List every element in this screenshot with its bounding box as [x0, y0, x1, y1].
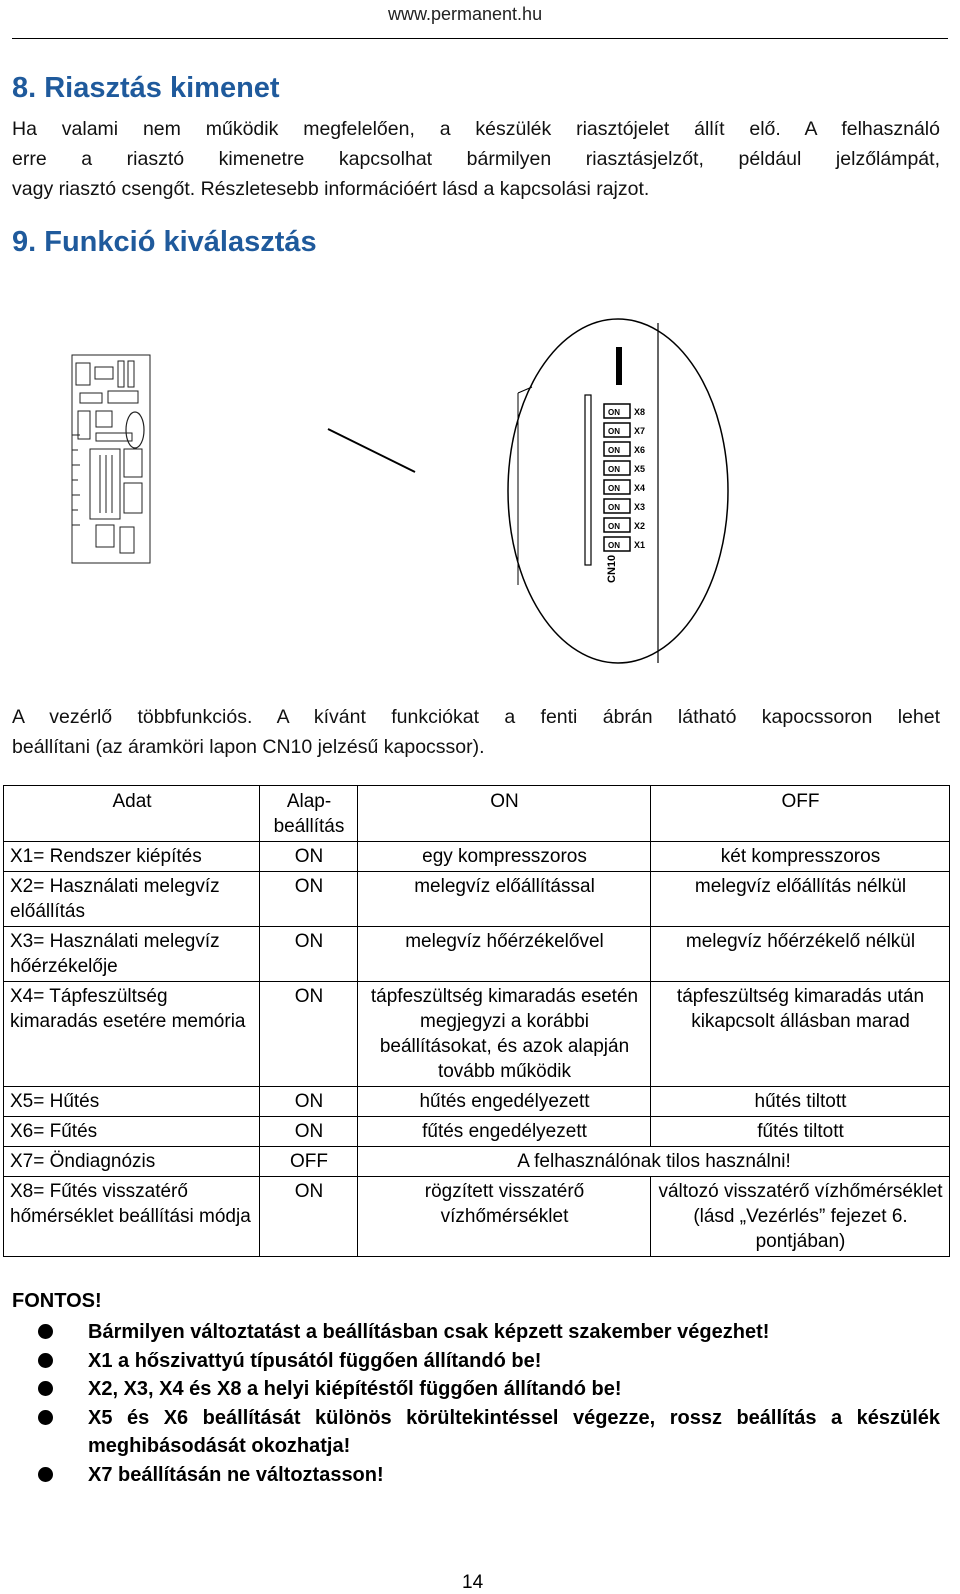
- table-header-row: [4, 786, 950, 842]
- cell-on: egy kompresszoros: [358, 842, 651, 872]
- enlarged-switch-view: [508, 319, 728, 663]
- section-9-paragraph: [12, 702, 940, 762]
- cell-data: X6= Fűtés: [4, 1117, 260, 1147]
- cell-on: hűtés engedélyezett: [358, 1087, 651, 1117]
- table-row: [4, 842, 950, 872]
- cell-on: fűtés engedélyezett: [358, 1117, 651, 1147]
- list-item: [12, 1318, 940, 1347]
- cell-data: X7= Öndiagnózis: [4, 1147, 260, 1177]
- dip-switch-label: X2: [634, 521, 646, 531]
- cell-off: változó visszatérő vízhőmérséklet (lásd „Vezérlés” fejezet 6. pontjában): [651, 1177, 950, 1257]
- table-row: [4, 1117, 950, 1147]
- paragraph-line: vagy riasztó csengőt. Részletesebb információért lásd a kapcsolási rajzot.: [12, 178, 650, 200]
- table-row: [4, 1087, 950, 1117]
- table-row: [4, 927, 950, 982]
- cell-default: ON: [260, 1117, 358, 1147]
- header-on: ON: [358, 786, 651, 842]
- circuit-board-drawing: [72, 355, 150, 563]
- cell-merged: A felhasználónak tilos használni!: [358, 1147, 950, 1177]
- bullet-icon: [38, 1353, 53, 1368]
- header-rule: [12, 38, 948, 39]
- paragraph-line: erre a riasztó kimenetre kapcsolhat bármilyen riasztásjelzőt, például jelzőlámpát,: [12, 148, 940, 170]
- section-8-paragraph: [12, 114, 940, 204]
- site-url: www.permanent.hu: [388, 4, 543, 24]
- cell-default: ON: [260, 842, 358, 872]
- cell-default: OFF: [260, 1147, 358, 1177]
- cell-on: rögzített visszatérő vízhőmérséklet: [358, 1177, 651, 1257]
- note-text: X2, X3, X4 és X8 a helyi kiépítéstől függően állítandó be!: [88, 1378, 622, 1400]
- cell-off: hűtés tiltott: [651, 1087, 950, 1117]
- function-settings-table: [3, 785, 950, 1257]
- dip-switch-on-label: ON: [608, 408, 620, 417]
- bullet-icon: [38, 1467, 53, 1482]
- table-row: [4, 1147, 950, 1177]
- cell-default: ON: [260, 982, 358, 1087]
- dip-switch-on-label: ON: [608, 541, 620, 550]
- cell-data: X5= Hűtés: [4, 1087, 260, 1117]
- paragraph-line: beállítani (az áramköri lapon CN10 jelzésű kapocssor).: [12, 736, 485, 758]
- cell-off: tápfeszültség kimaradás után kikapcsolt állásban marad: [651, 982, 950, 1087]
- list-item: [12, 1404, 940, 1461]
- bullet-icon: [38, 1324, 53, 1339]
- pointer-line: [328, 429, 415, 472]
- note-text: X7 beállításán ne változtasson!: [88, 1463, 384, 1486]
- cell-default: ON: [260, 1177, 358, 1257]
- cell-default: ON: [260, 1087, 358, 1117]
- connector-label: CN10: [606, 554, 618, 583]
- important-title: FONTOS!: [12, 1290, 102, 1312]
- cell-data: X1= Rendszer kiépítés: [4, 842, 260, 872]
- cell-default: ON: [260, 872, 358, 927]
- note-text: Bármilyen változtatást a beállításban csak képzett szakember végezhet!: [88, 1321, 770, 1343]
- cell-default: ON: [260, 927, 358, 982]
- dip-switch-on-label: ON: [608, 522, 620, 531]
- dip-switch-on-label: ON: [608, 484, 620, 493]
- dip-switch-label: X3: [634, 502, 646, 512]
- paragraph-line: A vezérlő többfunkciós. A kívánt funkciókat a fenti ábrán látható kapocssoron lehet: [12, 706, 940, 728]
- cell-off: melegvíz előállítás nélkül: [651, 872, 950, 927]
- header-data: Adat: [4, 786, 260, 842]
- paragraph-line: Ha valami nem működik megfelelően, a készülék riasztójelet állít elő. A felhasználó: [12, 118, 940, 140]
- header-default: Alap- beállítás: [260, 786, 358, 842]
- section-9-title: 9. Funkció kiválasztás: [12, 226, 317, 258]
- dip-switch-label: X6: [634, 445, 646, 455]
- important-notes-list: [12, 1318, 940, 1489]
- dip-switch-label: X1: [634, 540, 646, 550]
- dip-switch-label: X4: [634, 483, 646, 493]
- cell-off: két kompresszoros: [651, 842, 950, 872]
- dip-switch-label: X7: [634, 426, 646, 436]
- list-item: [12, 1375, 940, 1404]
- list-item: [12, 1347, 940, 1376]
- dip-switch-on-label: ON: [608, 503, 620, 512]
- dip-switch-on-label: ON: [608, 427, 620, 436]
- cell-on: melegvíz hőérzékelővel: [358, 927, 651, 982]
- cell-on: tápfeszültség kimaradás esetén megjegyzi a korábbi beállításokat, és azok alapján tovább működik: [358, 982, 651, 1087]
- dip-switch-label: X5: [634, 464, 646, 474]
- table-row: [4, 872, 950, 927]
- dip-switch-on-label: ON: [608, 446, 620, 455]
- dip-switch-on-label: ON: [608, 465, 620, 474]
- cell-data: X8= Fűtés visszatérő hőmérséklet beállítási módja: [4, 1177, 260, 1257]
- dip-switch-label: X8: [634, 407, 646, 417]
- header-off: OFF: [651, 786, 950, 842]
- bullet-icon: [38, 1381, 53, 1396]
- bullet-icon: [38, 1410, 53, 1425]
- function-switch-diagram: [0, 315, 960, 675]
- cell-data: X3= Használati melegvíz hőérzékelője: [4, 927, 260, 982]
- cell-data: X4= Tápfeszültség kimaradás esetére memória: [4, 982, 260, 1087]
- cell-off: melegvíz hőérzékelő nélkül: [651, 927, 950, 982]
- cell-data: X2= Használati melegvíz előállítás: [4, 872, 260, 927]
- note-text: X5 és X6 beállítását különös körültekintéssel végezze, rossz beállítás a készülék meghibásodását okozhatja!: [88, 1406, 940, 1457]
- page-number: 14: [462, 1572, 484, 1593]
- cell-on: melegvíz előállítással: [358, 872, 651, 927]
- section-8-title: 8. Riasztás kimenet: [12, 72, 280, 104]
- list-item: [12, 1461, 940, 1490]
- table-row: [4, 982, 950, 1087]
- cell-off: fűtés tiltott: [651, 1117, 950, 1147]
- note-text: X1 a hőszivattyú típusától függően állítandó be!: [88, 1349, 542, 1372]
- table-row: [4, 1177, 950, 1257]
